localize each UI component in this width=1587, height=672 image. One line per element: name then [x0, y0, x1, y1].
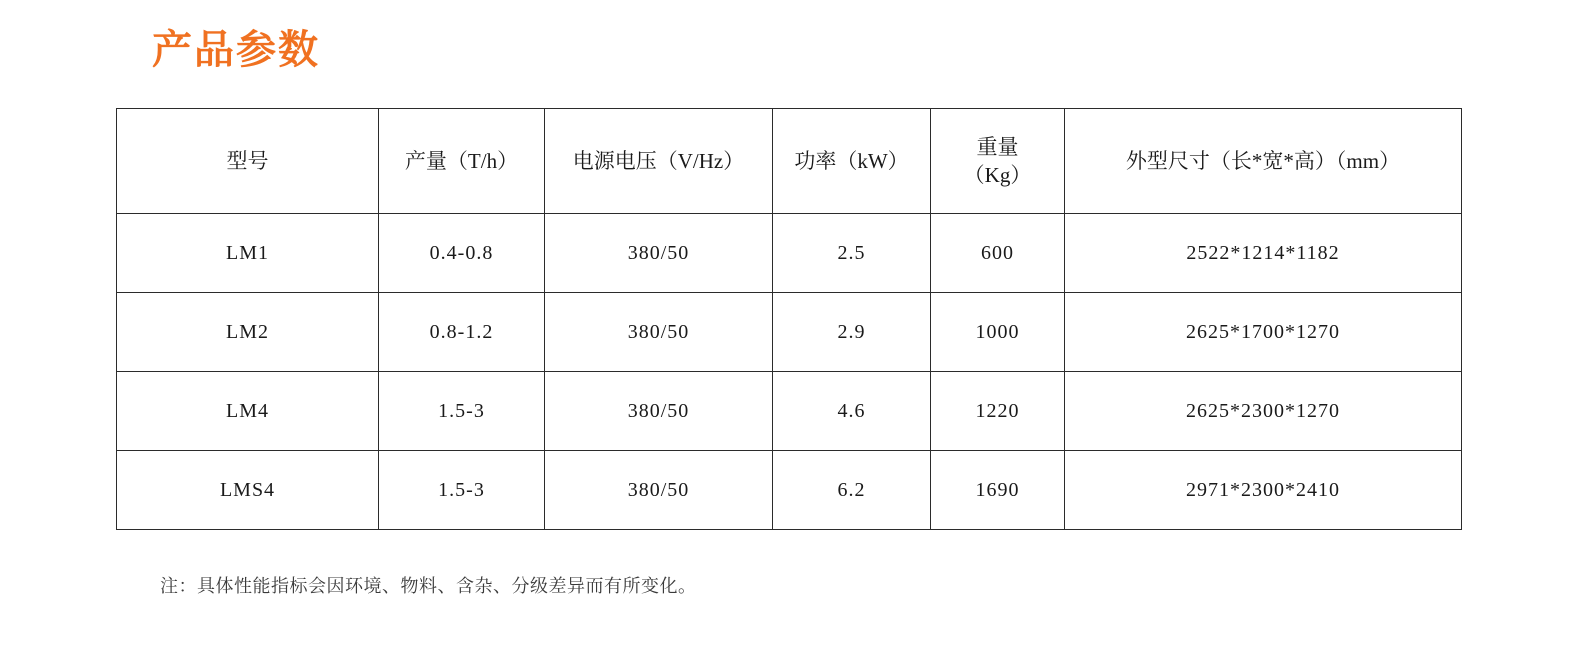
cell-dimensions: 2625*1700*1270	[1065, 293, 1462, 372]
header-weight	[931, 109, 1065, 214]
cell-model: LMS4	[117, 451, 379, 530]
cell-weight: 1220	[931, 372, 1065, 451]
cell-power: 6.2	[773, 451, 931, 530]
cell-dimensions: 2522*1214*1182	[1065, 214, 1462, 293]
table-header	[117, 109, 1462, 214]
cell-power: 2.5	[773, 214, 931, 293]
table-row	[117, 214, 1462, 293]
cell-power: 2.9	[773, 293, 931, 372]
page-title: 产品参数	[152, 28, 320, 72]
header-weight-line2: （Kg）	[963, 163, 1032, 187]
cell-capacity: 1.5-3	[379, 451, 545, 530]
header-capacity: 产量（T/h）	[379, 109, 545, 214]
header-dimensions: 外型尺寸（长*宽*高）（mm）	[1065, 109, 1462, 214]
cell-weight: 600	[931, 214, 1065, 293]
cell-power: 4.6	[773, 372, 931, 451]
cell-capacity: 0.8-1.2	[379, 293, 545, 372]
table-body	[117, 214, 1462, 530]
table-footnote: 注：具体性能指标会因环境、物料、含杂、分级差异而有所变化。	[160, 576, 697, 596]
cell-weight: 1690	[931, 451, 1065, 530]
table-row	[117, 372, 1462, 451]
header-voltage: 电源电压（V/Hz）	[545, 109, 773, 214]
spec-table-container	[116, 108, 1461, 530]
cell-capacity: 0.4-0.8	[379, 214, 545, 293]
header-weight-line1: 重量	[976, 134, 1019, 159]
cell-weight: 1000	[931, 293, 1065, 372]
cell-voltage: 380/50	[545, 451, 773, 530]
cell-dimensions: 2971*2300*2410	[1065, 451, 1462, 530]
cell-voltage: 380/50	[545, 293, 773, 372]
table-row	[117, 293, 1462, 372]
table-header-row	[117, 109, 1462, 214]
product-parameters-table	[116, 108, 1462, 530]
header-power: 功率（kW）	[773, 109, 931, 214]
table-row	[117, 451, 1462, 530]
header-model: 型号	[117, 109, 379, 214]
cell-voltage: 380/50	[545, 372, 773, 451]
cell-model: LM1	[117, 214, 379, 293]
cell-dimensions: 2625*2300*1270	[1065, 372, 1462, 451]
cell-model: LM2	[117, 293, 379, 372]
cell-capacity: 1.5-3	[379, 372, 545, 451]
cell-voltage: 380/50	[545, 214, 773, 293]
cell-model: LM4	[117, 372, 379, 451]
